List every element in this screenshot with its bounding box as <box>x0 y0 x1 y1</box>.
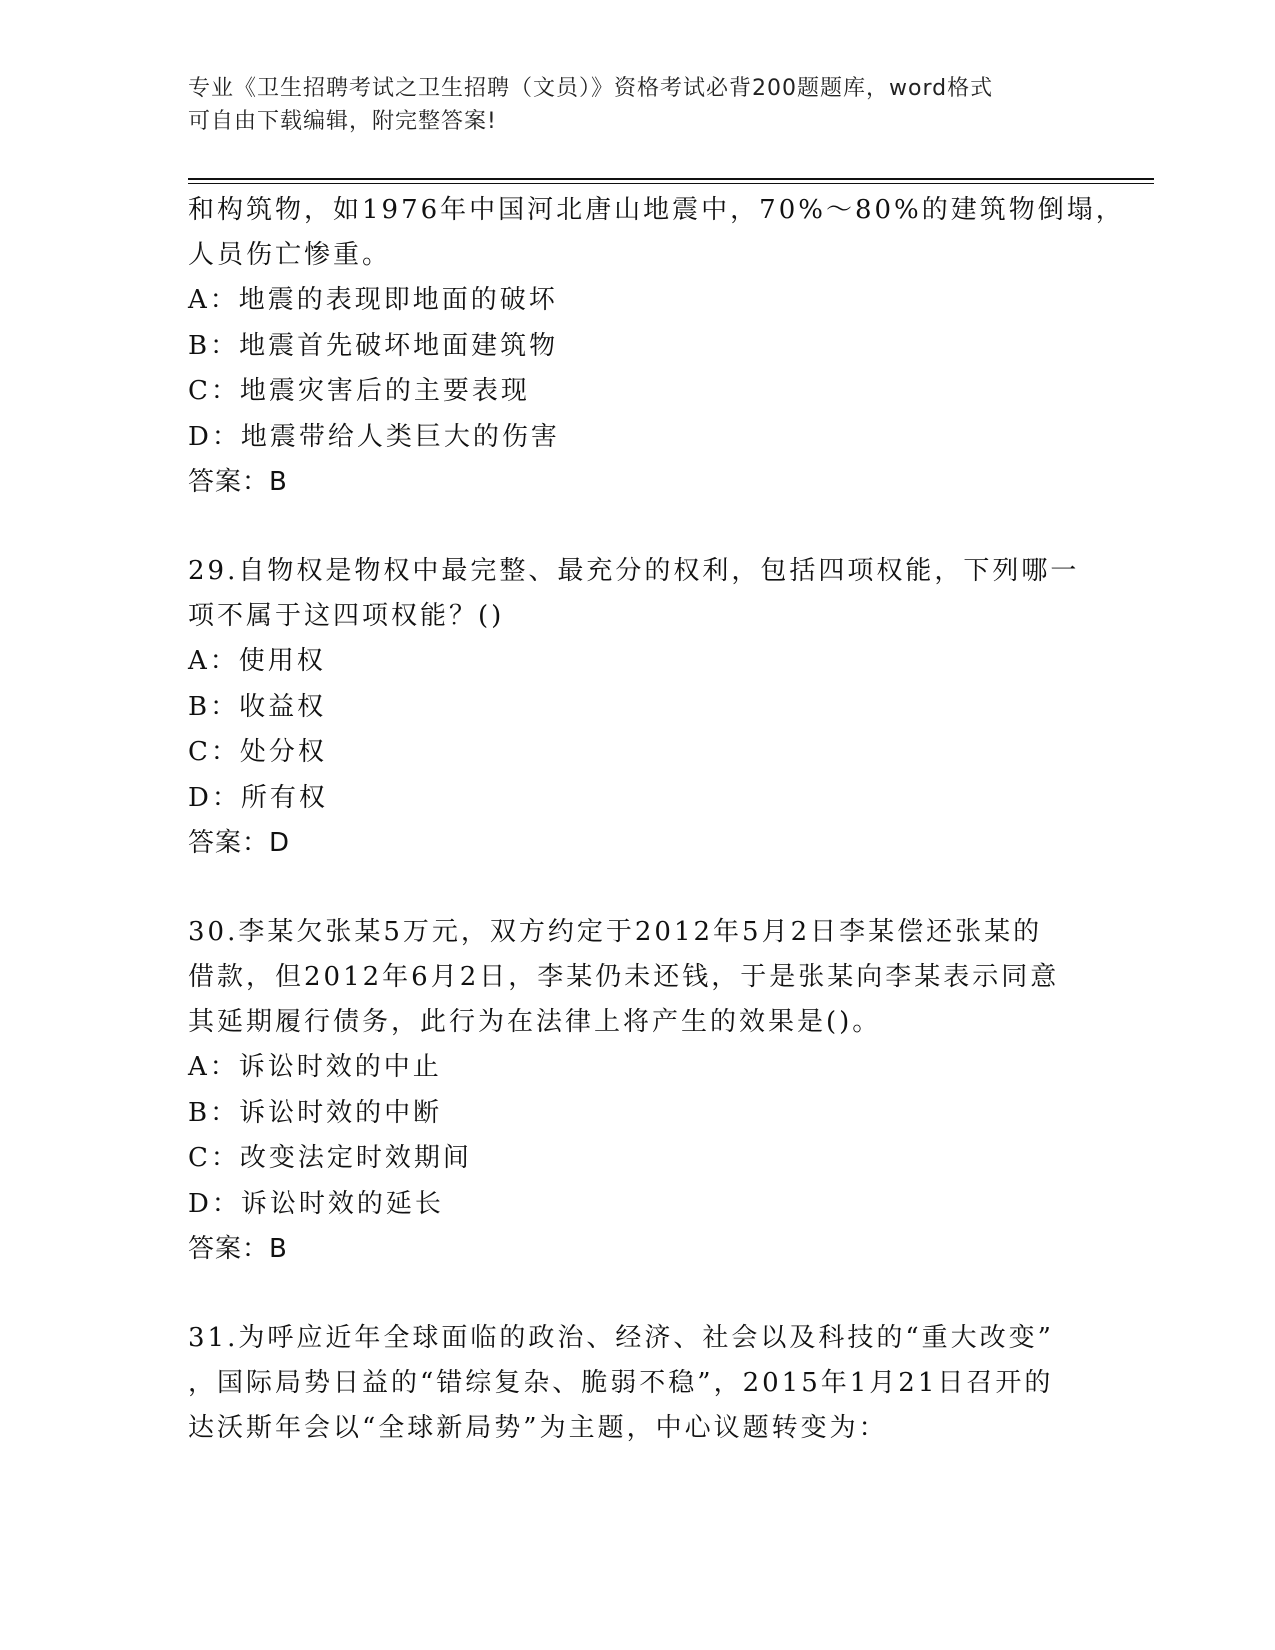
option-d: D：诉讼时效的延长 <box>188 1188 444 1219</box>
header-divider-thick <box>188 178 1154 180</box>
question-text-line: ，国际局势日益的“错综复杂、脆弱不稳”，2015年1月21日召开的 <box>188 1368 1054 1398</box>
option-d: D：所有权 <box>188 782 328 813</box>
question-text-line: 项不属于这四项权能？() <box>188 601 505 631</box>
option-c: C：改变法定时效期间 <box>188 1143 472 1173</box>
question-29 <box>188 549 1128 866</box>
option-b: B：收益权 <box>188 691 327 722</box>
option-c: C：处分权 <box>188 737 327 767</box>
question-text-line: 和构筑物，如1976年中国河北唐山地震中，70%～80%的建筑物倒塌， <box>188 195 1125 225</box>
question-text-line: 29.自物权是物权中最完整、最充分的权利，包括四项权能，下列哪一 <box>188 556 1080 586</box>
option-a: A：使用权 <box>188 646 326 676</box>
question-text-line: 其延期履行债务，此行为在法律上将产生的效果是()。 <box>188 1007 882 1037</box>
question-text-line: 达沃斯年会以“全球新局势”为主题，中心议题转变为： <box>188 1413 888 1443</box>
option-a: A：诉讼时效的中止 <box>188 1052 442 1082</box>
answer-label: 答案：B <box>188 467 288 497</box>
option-a: A：地震的表现即地面的破坏 <box>188 285 558 315</box>
header-divider-thin <box>188 183 1154 184</box>
option-d: D：地震带给人类巨大的伤害 <box>188 421 560 452</box>
question-30 <box>188 910 1128 1272</box>
document-body <box>188 188 1128 1451</box>
answer-label: 答案：B <box>188 1234 288 1264</box>
question-31 <box>188 1316 1128 1451</box>
header-title-line-2: 可自由下载编辑，附完整答案! <box>188 109 497 134</box>
question-fragment <box>188 188 1128 505</box>
answer-label: 答案：D <box>188 828 291 858</box>
question-text-line: 人员伤亡惨重。 <box>188 240 392 270</box>
option-b: B：地震首先破坏地面建筑物 <box>188 330 559 361</box>
question-text-line: 借款，但2012年6月2日，李某仍未还钱，于是张某向李某表示同意 <box>188 962 1060 992</box>
header-title-line-1: 专业《卫生招聘考试之卫生招聘（文员）》资格考试必背200题题库，word格式 <box>188 76 994 101</box>
question-text-line: 31.为呼应近年全球面临的政治、经济、社会以及科技的“重大改变” <box>188 1323 1054 1353</box>
option-b: B：诉讼时效的中断 <box>188 1097 443 1128</box>
option-c: C：地震灾害后的主要表现 <box>188 376 530 406</box>
question-text-line: 30.李某欠张某5万元，双方约定于2012年5月2日李某偿还张某的 <box>188 917 1043 947</box>
page-header <box>188 72 1078 138</box>
